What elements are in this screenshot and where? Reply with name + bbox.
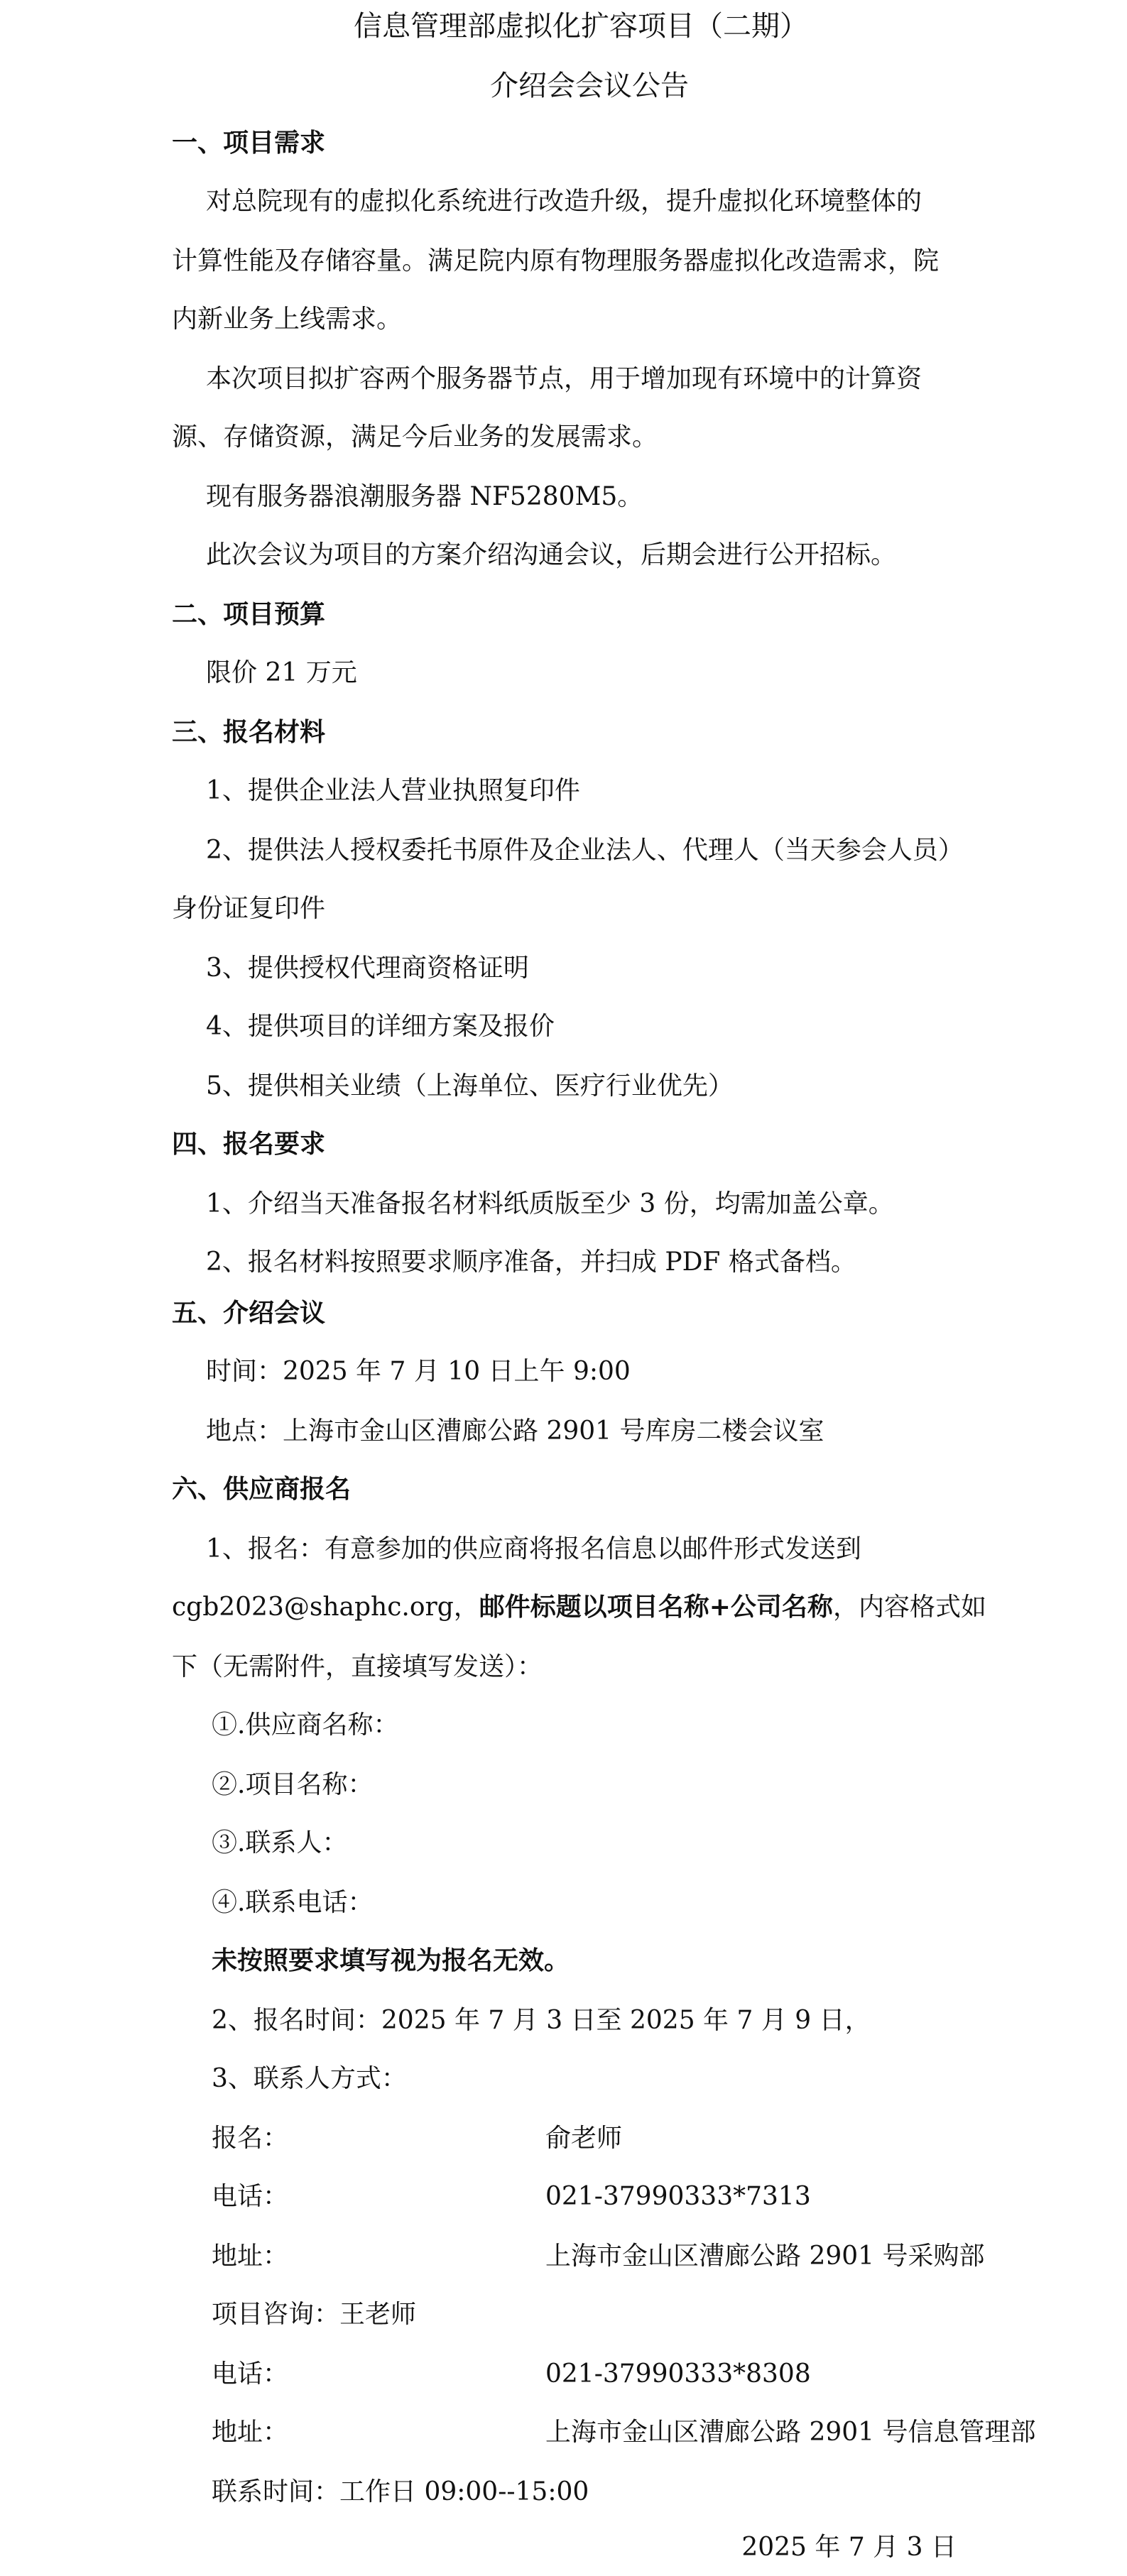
contact-address: 上海市金山区漕廊公路 2901 号信息管理部 [545, 2418, 1036, 2447]
title-line-2: 介绍会会议公告 [490, 70, 689, 102]
form-field-item: ②.项目名称： [212, 1770, 374, 1799]
announcement-date: 2025 年 7 月 3 日 [741, 2533, 957, 2562]
list-item: 下（无需附件，直接填写发送）： [172, 1652, 543, 1681]
contact-row [212, 2241, 1064, 2272]
list-item: 3、提供授权代理商资格证明 [206, 954, 529, 983]
warning-text: 未按照要求填写视为报名无效。 [212, 1946, 570, 1975]
list-item: 1、报名：有意参加的供应商将报名信息以邮件形式发送到 [206, 1534, 861, 1563]
paragraph-line: 此次会议为项目的方案介绍沟通会议，后期会进行公开招标。 [206, 540, 897, 569]
paragraph-line: 源、存储资源，满足今后业务的发展需求。 [172, 422, 658, 452]
list-item: 3、联系人方式： [212, 2064, 407, 2093]
section-heading-3: 三、报名材料 [172, 718, 326, 747]
list-item: 2、报名材料按照要求顺序准备，并扫成 PDF 格式备档。 [206, 1248, 856, 1277]
contact-label: 报名： [212, 2124, 289, 2153]
paragraph-line: 计算性能及存储容量。满足院内原有物理服务器虚拟化改造需求，院 [172, 246, 940, 275]
section-heading-6: 六、供应商报名 [172, 1475, 352, 1504]
list-item: 2、报名时间：2025 年 7 月 3 日至 2025 年 7 月 9 日， [212, 2006, 871, 2035]
contact-row [212, 2123, 1064, 2154]
paragraph-line: 对总院现有的虚拟化系统进行改造升级，提升虚拟化环境整体的 [206, 187, 922, 216]
contact-label: 电话： [212, 2182, 289, 2211]
list-item: 1、提供企业法人营业执照复印件 [206, 776, 580, 805]
form-field-item: ④.联系电话： [212, 1888, 374, 1917]
section-heading-5: 五、介绍会议 [172, 1299, 326, 1328]
contact-phone: 021-37990333*7313 [545, 2182, 811, 2211]
contact-row [212, 2359, 1064, 2390]
email-subject-rule: 邮件标题以项目名称+公司名称 [479, 1593, 833, 1622]
contact-value: 俞老师 [545, 2124, 623, 2153]
budget-text: 限价 21 万元 [206, 658, 357, 687]
text: ，内容格式如 [832, 1593, 986, 1622]
contact-row [212, 2417, 1064, 2448]
contact-hours: 联系时间：工作日 09:00--15:00 [212, 2477, 589, 2506]
contact-label: 地址： [212, 2418, 289, 2447]
form-field-item: ①.供应商名称： [212, 1710, 399, 1740]
section-heading-1: 一、项目需求 [172, 129, 326, 158]
list-item: 身份证复印件 [172, 894, 326, 923]
section-heading-2: 二、项目预算 [172, 600, 326, 629]
paragraph-line: 现有服务器浪潮服务器 NF5280M5。 [206, 482, 643, 511]
meeting-place: 地点：上海市金山区漕廊公路 2901 号库房二楼会议室 [206, 1417, 824, 1446]
contact-row [212, 2181, 1064, 2212]
list-item: 2、提供法人授权委托书原件及企业法人、代理人（当天参会人员） [206, 836, 964, 865]
meeting-time: 时间：2025 年 7 月 10 日上午 9:00 [206, 1357, 631, 1386]
form-field-item: ③.联系人： [212, 1828, 348, 1857]
contact-email[interactable]: cgb2023@shaphc.org， [172, 1593, 479, 1622]
contact-label: 电话： [212, 2359, 289, 2389]
paragraph-line: 内新业务上线需求。 [172, 305, 403, 334]
paragraph-line: 本次项目拟扩容两个服务器节点，用于增加现有环境中的计算资 [206, 364, 922, 393]
list-item: 5、提供相关业绩（上海单位、医疗行业优先） [206, 1071, 734, 1101]
title-line-1: 信息管理部虚拟化扩容项目（二期） [354, 10, 808, 43]
list-item: 1、介绍当天准备报名材料纸质版至少 3 份，均需加盖公章。 [206, 1189, 894, 1218]
contact-phone: 021-37990333*8308 [545, 2359, 811, 2389]
consultation-contact: 项目咨询：王老师 [212, 2300, 417, 2329]
contact-label: 地址： [212, 2242, 289, 2271]
list-item [172, 1592, 986, 1623]
section-heading-4: 四、报名要求 [172, 1130, 326, 1159]
contact-address: 上海市金山区漕廊公路 2901 号采购部 [545, 2242, 985, 2271]
list-item: 4、提供项目的详细方案及报价 [206, 1012, 555, 1041]
